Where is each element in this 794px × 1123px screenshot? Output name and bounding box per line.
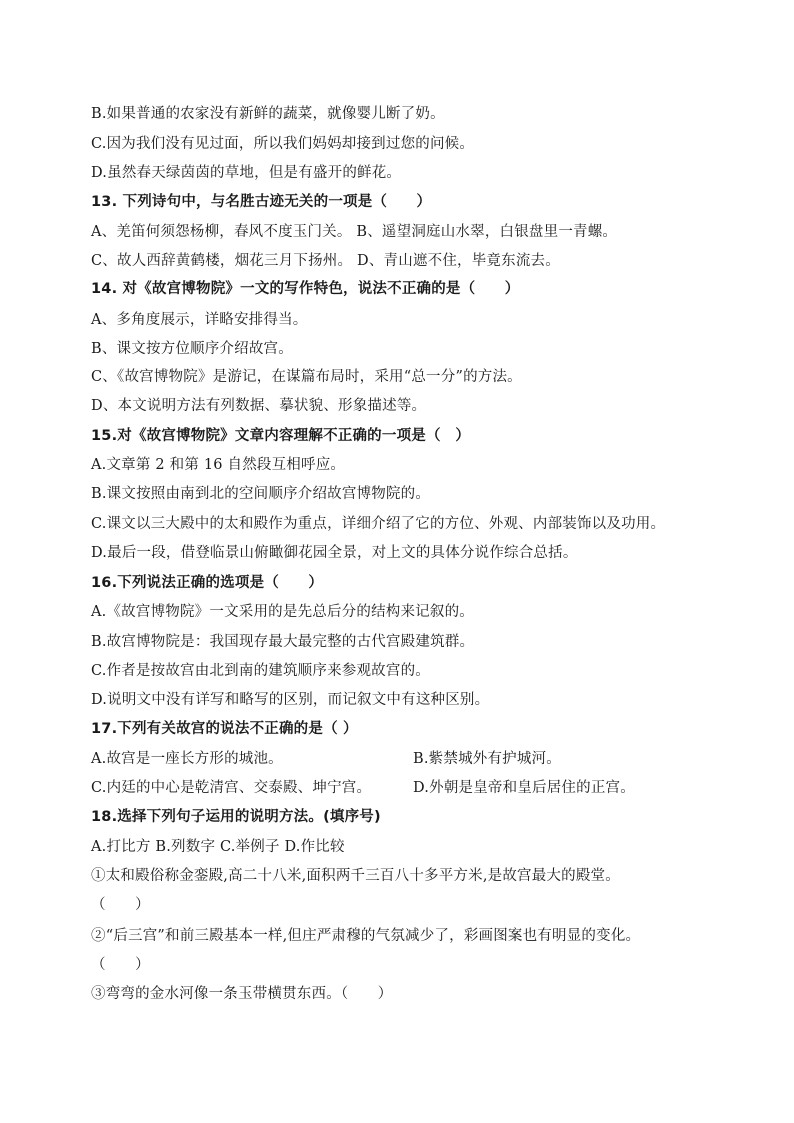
q13-stem: 13. 下列诗句中，与名胜古迹无关的一项是（ ） (91, 194, 432, 210)
q17-option-c: C.内廷的中心是乾清宫、交泰殿、坤宁宫。 (91, 780, 372, 796)
q12-option-b: B.如果普通的农家没有新鲜的蔬菜，就像婴儿断了奶。 (91, 106, 445, 122)
q16-option-b: B.故宫博物院是：我国现存最大最完整的古代宫殿建筑群。 (91, 634, 475, 650)
q16-option-c: C.作者是按故宫由北到南的建筑顺序来参观故宫的。 (91, 663, 430, 679)
q12-option-c: C.因为我们没有见过面，所以我们妈妈却接到过您的问候。 (91, 136, 475, 152)
q14-stem: 14. 对《故宫博物院》一文的写作特色，说法不正确的是（ ） (91, 281, 520, 297)
q16-option-a: A.《故宫博物院》一文采用的是先总后分的结构来记叙的。 (91, 604, 474, 620)
q17-option-a: A.故宫是一座长方形的城池。 (91, 751, 283, 767)
q18-item-2: ②“后三宫”和前三殿基本一样,但庄严肃穆的气氛减少了，彩画图案也有明显的变化。 (91, 928, 641, 944)
q15-option-b: B.课文按照由南到北的空间顺序介绍故宫博物院的。 (91, 486, 431, 502)
q14-option-b: B、课文按方位顺序介绍故宫。 (91, 341, 293, 357)
q14-option-d: D、本文说明方法有列数据、摹状貌、形象描述等。 (91, 398, 427, 414)
q15-option-a: A.文章第 2 和第 16 自然段互相呼应。 (91, 457, 346, 473)
q13-options-row1: A、羌笛何须怨杨柳，春风不度玉门关。 B、遥望洞庭山水翠，白银盘里一青螺。 (91, 224, 618, 240)
q12-option-d: D.虽然春天绿茵茵的草地，但是有盛开的鲜花。 (91, 165, 402, 181)
q14-option-a: A、多角度展示，详略安排得当。 (91, 312, 308, 328)
q16-option-d: D.说明文中没有详写和略写的区别，而记叙文中有这种区别。 (91, 692, 490, 708)
q17-option-d: D.外朝是皇帝和皇后居住的正宫。 (413, 780, 635, 796)
q15-option-d: D.最后一段，借登临景山俯瞰御花园全景，对上文的具体分说作综合总括。 (91, 545, 578, 561)
q18-item-3: ③弯弯的金水河像一条玉带横贯东西。（ ） (91, 986, 393, 1002)
q17-stem: 17.下列有关故宫的说法不正确的是（ ） (91, 721, 358, 737)
q15-stem: 15.对《故宫博物院》文章内容理解不正确的一项是（ ） (91, 428, 471, 444)
q13-options-row2: C、故人西辞黄鹤楼，烟花三月下扬州。 D、青山遮不住，毕竟东流去。 (91, 253, 560, 269)
q18-blank-1: （ ） (91, 897, 150, 913)
q15-option-c: C.课文以三大殿中的太和殿作为重点，详细介绍了它的方位、外观、内部装饰以及功用。 (91, 516, 666, 532)
q18-choices: A.打比方 B.列数字 C.举例子 D.作比较 (91, 839, 345, 855)
q18-stem: 18.选择下列句子运用的说明方法。(填序号) (91, 809, 381, 825)
q16-stem: 16.下列说法正确的选项是（ ） (91, 575, 324, 591)
q18-blank-2: （ ） (91, 957, 150, 973)
q17-option-b: B.紫禁城外有护城河。 (413, 751, 561, 767)
q18-item-1: ①太和殿俗称金銮殿,高二十八米,面积两千三百八十多平方米,是故宫最大的殿堂。 (91, 868, 620, 884)
q14-option-c: C、《故宫博物院》是游记，在谋篇布局时，采用“总一分”的方法。 (91, 369, 522, 385)
